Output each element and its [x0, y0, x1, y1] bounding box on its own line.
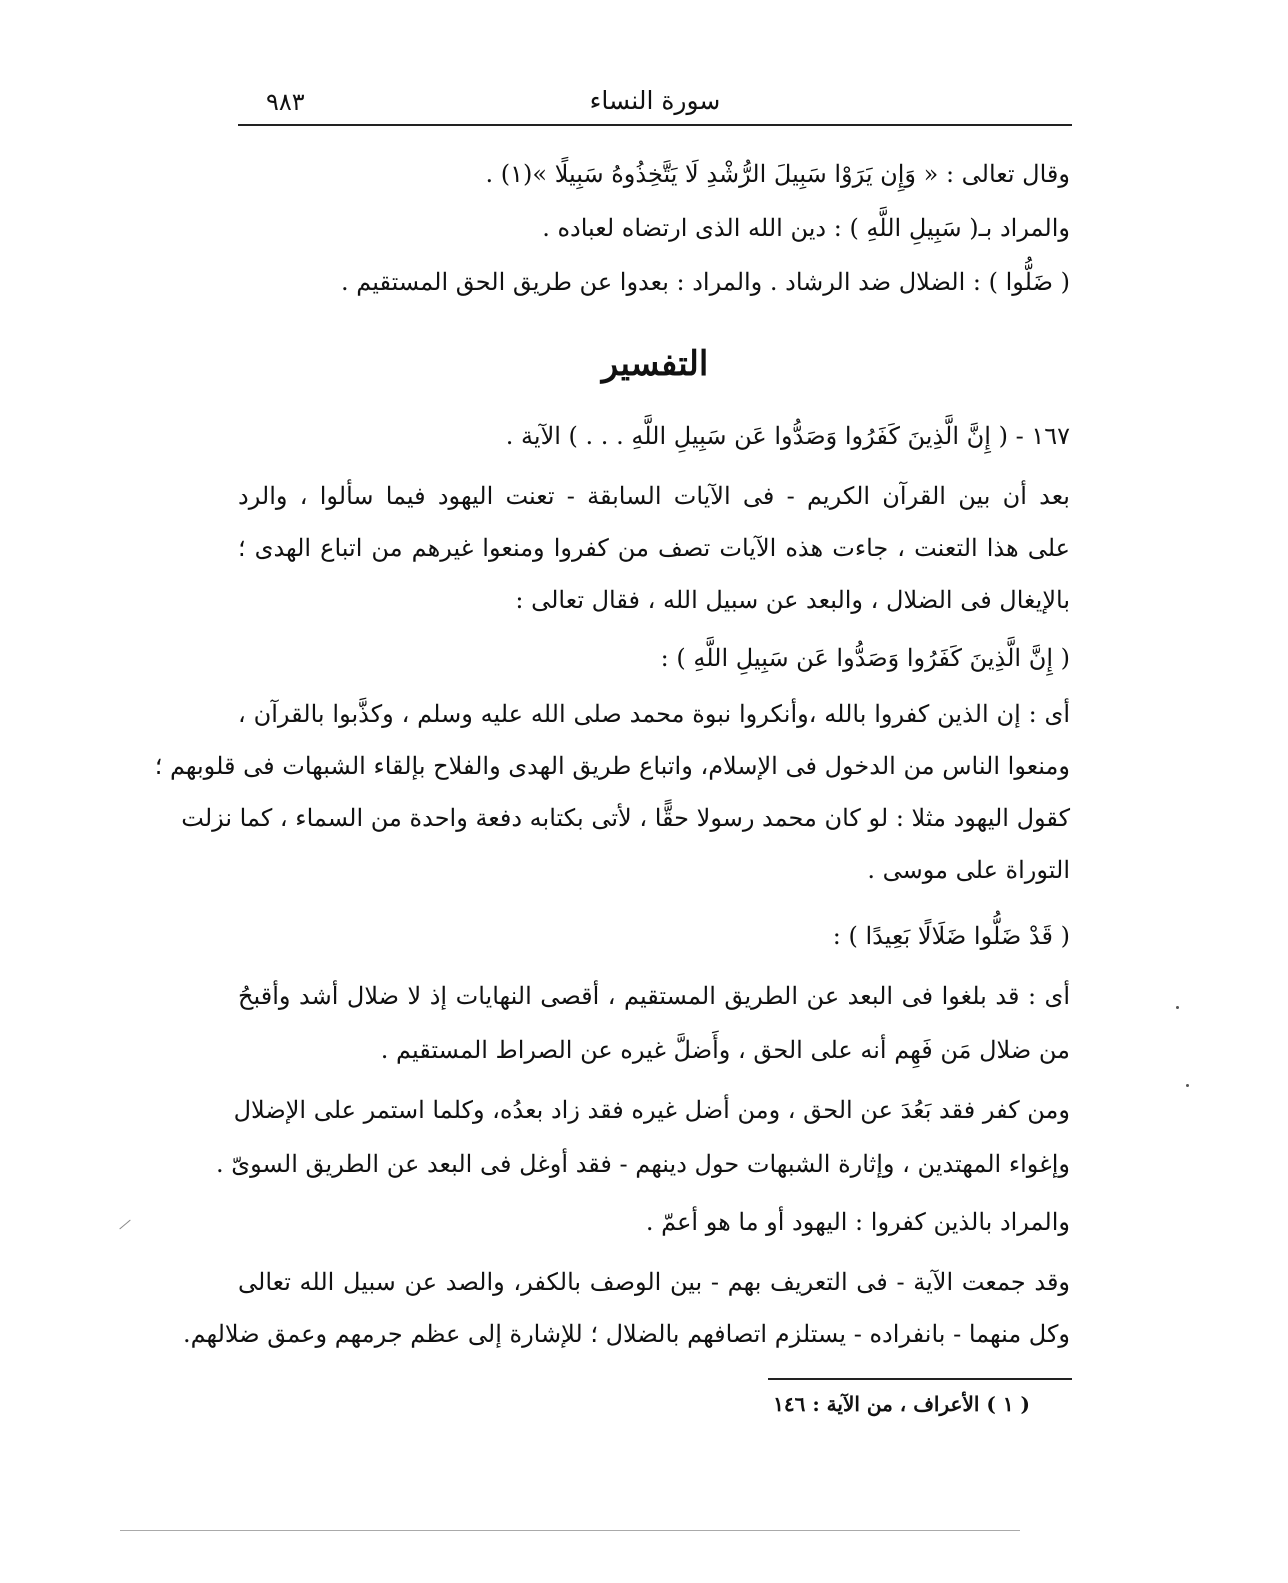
- paragraph-line: وقد جمعت الآية - فى التعريف بهم - بين الوصف بالكفر، والصد عن سبيل الله تعالى: [238, 1268, 1071, 1296]
- surah-title: سورة النساء: [589, 86, 721, 115]
- definition-line: ( ضَلُّوا ) : الضلال ضد الرشاد . والمراد : بعدوا عن طريق الحق المستقيم .: [341, 268, 1070, 296]
- paragraph-line: أى : قد بلغوا فى البعد عن الطريق المستقيم ، أقصى النهايات إذ لا ضلال أشد وأقبحُ: [238, 982, 1070, 1010]
- scan-dot: [1176, 1006, 1179, 1009]
- paragraph-line: ومنعوا الناس من الدخول فى الإسلام، واتباع طريق الهدى والفلاح بإلقاء الشبهات فى قلوبهم ؛: [154, 752, 1070, 780]
- page-header: [238, 84, 1072, 126]
- verse-line: ١٦٧ - ( إِنَّ الَّذِينَ كَفَرُوا وَصَدُّوا عَن سَبِيلِ اللَّهِ . . . ) الآية .: [505, 422, 1070, 450]
- paragraph-line: من ضلال مَن فَهِم أنه على الحق ، وأَضلَّ غيره عن الصراط المستقيم .: [380, 1036, 1070, 1064]
- section-heading: التفسير: [601, 344, 709, 384]
- paragraph-line: وكل منهما - بانفراده - يستلزم اتصافهم بالضلال ؛ للإشارة إلى عظم جرمهم وعمق ضلالهم.: [182, 1320, 1070, 1348]
- paragraph-line: أى : إن الذين كفروا بالله ،وأنكروا نبوة محمد صلى الله عليه وسلم ، وكذَّبوا بالقرآن ،: [238, 700, 1070, 728]
- footnote-separator: [768, 1378, 1072, 1380]
- paragraph-line: كقول اليهود مثلا : لو كان محمد رسولا حقًّا ، لأتى بكتابه دفعة واحدة من السماء ، كما نزلت: [181, 804, 1070, 832]
- paragraph-line: بالإيغال فى الضلال ، والبعد عن سبيل الله ، فقال تعالى :: [515, 586, 1070, 614]
- quote-line: وقال تعالى : « وَإِن يَرَوْا سَبِيلَ الرُّشْدِ لَا يَتَّخِذُوهُ سَبِيلًا »(١) .: [485, 160, 1070, 188]
- verse-line: ( قَدْ ضَلُّوا ضَلَالًا بَعِيدًا ) :: [832, 922, 1070, 950]
- paragraph-line: التوراة على موسى .: [867, 856, 1070, 884]
- paragraph-line: على هذا التعنت ، جاءت هذه الآيات تصف من كفروا ومنعوا غيرهم من اتباع الهدى ؛: [238, 534, 1071, 562]
- footnote: ( ١ ) الأعراف ، من الآية : ١٤٦: [773, 1392, 1030, 1416]
- paragraph-line: وإغواء المهتدين ، وإثارة الشبهات حول دينهم - فقد أوغل فى البعد عن الطريق السوىّ .: [216, 1150, 1070, 1178]
- scan-dot: [1186, 1084, 1189, 1087]
- paragraph-line: والمراد بالذين كفروا : اليهود أو ما هو أعمّ .: [645, 1208, 1070, 1236]
- definition-line: والمراد بـ( سَبِيلِ اللَّهِ ) : دين الله الذى ارتضاه لعباده .: [542, 214, 1070, 242]
- scan-edge: [120, 1530, 1020, 1531]
- page-number: ٩٨٣: [266, 88, 305, 116]
- paragraph-line: بعد أن بين القرآن الكريم - فى الآيات السابقة - تعنت اليهود فيما سألوا ، والرد: [238, 482, 1070, 510]
- scan-mark: [119, 1220, 130, 1230]
- paragraph-line: ومن كفر فقد بَعُدَ عن الحق ، ومن أضل غيره فقد زاد بعدُه، وكلما استمر على الإضلال: [233, 1096, 1070, 1124]
- verse-line: ( إِنَّ الَّذِينَ كَفَرُوا وَصَدُّوا عَن سَبِيلِ اللَّهِ ) :: [660, 644, 1070, 672]
